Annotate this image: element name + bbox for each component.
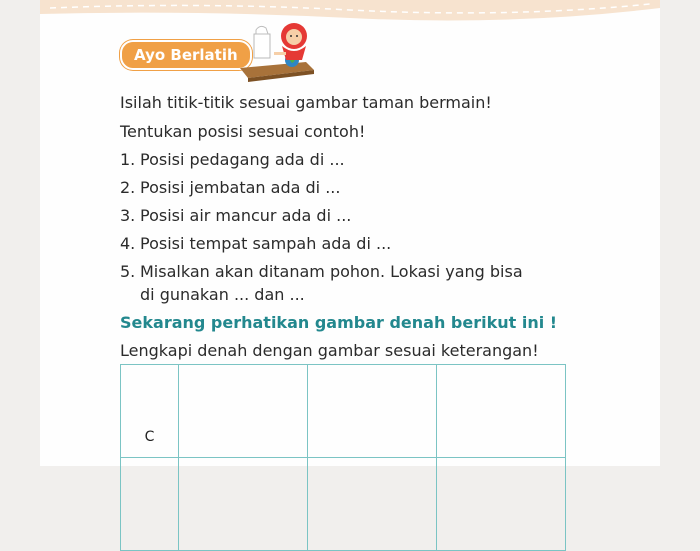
question-number: 4. [120,234,136,253]
question-item [120,150,345,169]
question-number: 2. [120,178,136,197]
grid-row-label: C [144,429,155,445]
top-decorative-wave [40,0,660,22]
grid-cell[interactable] [308,458,437,551]
question-text: Misalkan akan ditanam pohon. Lokasi yang bisa [140,262,523,281]
section-badge: Ayo Berlatih [120,40,252,70]
question-number: 1. [120,150,136,169]
grid-row [121,365,566,458]
question-text: Posisi tempat sampah ada di ... [140,234,392,253]
instruction-fill-blanks: Isilah titik-titik sesuai gambar taman bermain! [120,93,492,112]
grid-cell[interactable] [437,458,566,551]
question-number: 5. [120,262,136,281]
question-item [120,178,340,197]
grid-cell[interactable] [179,365,308,458]
instruction-determine-position: Tentukan posisi sesuai contoh! [120,122,366,141]
question-text: Posisi air mancur ada di ... [140,206,352,225]
grid-row-label-cell [121,365,179,458]
grid-cell[interactable] [308,365,437,458]
grid-cell[interactable] [437,365,566,458]
question-item [120,206,351,225]
question-item [120,262,523,281]
map-grid [120,364,566,551]
girl-studying-globe-icon [236,16,316,84]
section-heading: Sekarang perhatikan gambar denah berikut ini ! [120,313,558,332]
question-text: Posisi jembatan ada di ... [140,178,341,197]
question-text: Posisi pedagang ada di ... [140,150,345,169]
grid-row-label-cell [121,458,179,551]
question-item [120,234,391,253]
grid-row [121,458,566,551]
grid-instruction: Lengkapi denah dengan gambar sesuai keterangan! [120,341,539,360]
question-number: 3. [120,206,136,225]
question-text-continued: di gunakan ... dan ... [140,285,305,304]
grid-cell[interactable] [179,458,308,551]
